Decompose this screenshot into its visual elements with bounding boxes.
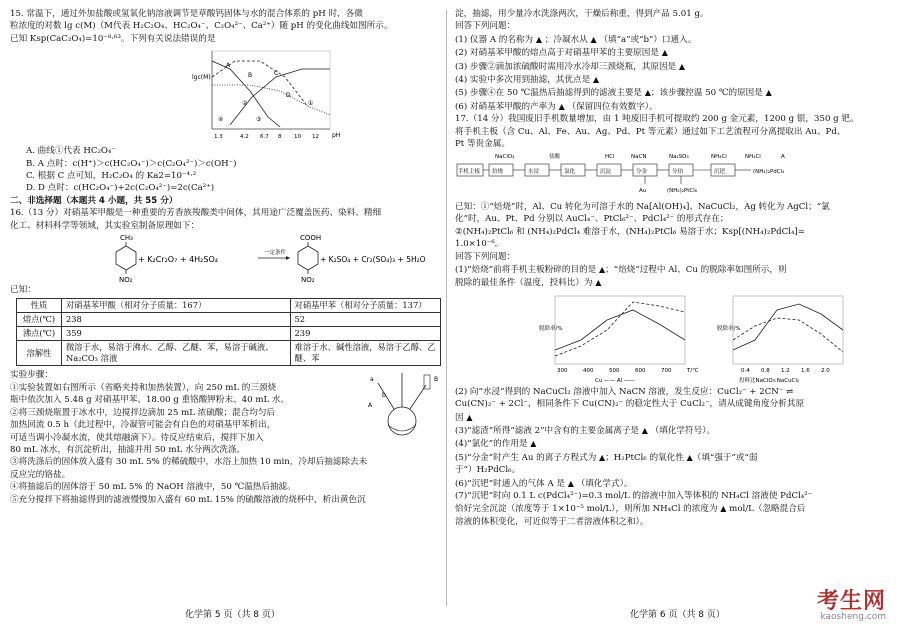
answer-blank[interactable]: ▲ — [599, 451, 606, 462]
chart-ylabel: lgc(M) — [192, 74, 211, 82]
section-2-heading: 二、非选择题（本题共 4 小题，共 55 分） — [10, 195, 178, 206]
q16-sub-6: (6) 对硝基苯甲酸的产率为 ▲ （保留四位有效数字）。 — [455, 100, 658, 112]
flow-reagent: A — [781, 154, 785, 161]
reaction-products: + K₂SO₄ + Cr₂(SO₄)₃ + 5H₂O — [320, 255, 426, 265]
chart1-xtick: 300 — [557, 367, 568, 374]
answer-blank[interactable]: ▲ — [595, 277, 602, 288]
flow-bottom-au: Au — [639, 188, 647, 195]
step-2a: ②将三颈烧瓶置于冰水中，边搅拌边滴加 25 mL 浓硫酸；混合均匀后 — [10, 407, 276, 418]
step-2b: 加热回流 0.5 h（此过程中，冷凝管可能会有白色的对硝基甲苯析出， — [10, 420, 276, 431]
left-footer: 化学第 5 页（共 8 页） — [185, 610, 280, 620]
flow-reagent: NH₄Cl — [745, 154, 761, 161]
table-cell: 52 — [290, 313, 440, 327]
flow-box: 沉淀 — [600, 169, 612, 176]
point-a: A — [226, 62, 231, 70]
condenser-icon — [378, 383, 394, 409]
flow-end-product: (NH₄)₂PdCl₄ — [753, 169, 785, 176]
answer-blank[interactable]: ▲ — [592, 74, 600, 85]
chart1-xtick: 700 — [661, 367, 672, 374]
answer-blank[interactable]: ▲ — [686, 451, 693, 462]
chart1-xlabel: T/℃ — [687, 367, 699, 374]
question-15 — [10, 8, 446, 195]
answer-blank[interactable]: ▲ — [599, 263, 606, 274]
properties-table — [16, 298, 441, 366]
q15-stem-3: 已知 Ksp(CaC₂O₄)=10⁻⁸·⁶³。下列有关说法错误的是 — [10, 33, 216, 44]
curve-label-2: ② — [242, 100, 248, 108]
tick-6: 12 — [312, 134, 319, 141]
removal-rate-charts — [455, 290, 891, 386]
benzene-ring-1 — [116, 246, 136, 270]
answer-blank[interactable]: ▲ — [720, 503, 727, 514]
app-label-b: b — [382, 392, 386, 400]
q17-sub-1a: (1)“焙烧”前将手机主板粉碎的目的是 ▲；“焙烧”过程中 Al、Cu 的脱除率如图所示，则 — [455, 263, 787, 275]
answer-blank[interactable]: ▲ — [641, 424, 648, 435]
reaction-reagents: + K₂Cr₂O₇ + 4H₂SO₄ — [138, 255, 218, 265]
answer-blank[interactable]: ▲ — [530, 438, 537, 449]
q17-sub-7b: 恰好完全沉淀（浓度等于 1×10⁻⁵ mol/L），则所加 NH₄Cl 的浓度为 ▲ mol/L（忽略混合后 — [455, 503, 806, 515]
q17-answer-prompt: 回答下列问题： — [455, 251, 516, 262]
flow-box: 分铂 — [672, 169, 684, 176]
q17-sub-2b: Cu(CN)₂⁻ + 2Cl⁻，相同条件下 Cu(CN)₂⁻ 的稳定性大于 CuCl₂⁻，请从成键角度分析其原 — [455, 399, 805, 410]
known-2b: 1.0×10⁻⁶。 — [455, 239, 504, 250]
flow-reagent: 盐酸 — [549, 154, 561, 161]
point-c: C — [274, 70, 279, 78]
app-label-a-cap: A — [368, 402, 373, 410]
step-3b: 反应完的铬盐。 — [10, 469, 71, 480]
chart2-xtick: 2.0 — [821, 367, 830, 374]
table-cell: 沸点(℃) — [17, 327, 62, 341]
benzene-ring-2 — [298, 246, 318, 270]
chart2-xtick: 0.8 — [761, 367, 770, 374]
ratio-cu-curve — [733, 304, 843, 350]
reaction-svg — [10, 232, 446, 284]
q17-sub-5d: 于”）H₂PdCl₆。 — [455, 465, 521, 476]
q16-sub-4: (4) 实验中多次用到抽滤，其优点是 ▲ — [455, 74, 600, 86]
chart1-xtick: 400 — [583, 367, 594, 374]
table-cell: 难溶于水、碱性溶液，易溶于乙醇、乙醚、苯 — [290, 341, 440, 366]
chart1-ylabel: 脱除率/% — [539, 325, 563, 332]
step-2d: 80 mL 冰水，有沉淀析出，抽滤并用 50 mL 水分两次洗涤。 — [10, 444, 246, 455]
q17-sub-4: (4)“氯化”的作用是 ▲ — [455, 438, 537, 450]
question-16-continued — [455, 8, 891, 113]
table-header: 对硝基苯甲酸（相对分子质量：167） — [62, 299, 291, 313]
q15-stem-1: 15. 常温下，通过外加盐酸或氢氧化钠溶液调节是草酸钙固体与水的混合体系的 pH 时，各微 — [10, 9, 363, 19]
reactant-no2: NO₂ — [119, 276, 133, 285]
answer-blank[interactable]: ▲ — [466, 411, 473, 422]
answer-blank[interactable]: ▲ — [535, 33, 543, 44]
q16-cont-line-1: 淀，抽滤，用少量冷水洗涤两次，干燥后称重，得到产品 5.01 g。 — [455, 9, 709, 19]
right-page — [455, 8, 891, 596]
steps-title: 实验步骤： — [10, 370, 53, 381]
flow-box: 焙烧 — [492, 169, 504, 176]
curve-3 — [230, 69, 330, 125]
q17-stem-3: Pt 等贵金属。 — [455, 139, 510, 150]
table-cell: 溶解性 — [17, 341, 62, 366]
q17-stem-1: 17.（14 分）我国废旧手机数量增加，由 1 吨废旧手机可提取约 200 g 金元素，1200 g 银，350 g 钯。 — [455, 114, 859, 125]
al-curve — [555, 302, 685, 356]
q15-chart-svg — [190, 47, 340, 143]
q16-sub-1: (1) 仪器 A 的名称为 ▲ ；冷凝水从 ▲ （填“a”或“b”）口通入。 — [455, 33, 697, 45]
flow-reagent: Na₂SO₃ — [669, 154, 689, 161]
curve-label-3: ③ — [256, 116, 262, 124]
q17-sub-7d: 溶液的体积变化，可近似等于二者溶液体积之和）。 — [455, 516, 649, 527]
step-1a: ①实验装置如右图所示（省略夹持和加热装置），向 250 mL 的三颈烧 — [10, 382, 277, 393]
process-flowchart — [455, 150, 891, 196]
answer-blank[interactable]: ▲ — [765, 87, 772, 98]
q16-sub-2: (2) 对硝基苯甲酸的熔点高于对硝基甲苯的主要原因是 ▲ — [455, 47, 668, 59]
table-row — [17, 313, 441, 327]
table-header: 性质 — [17, 299, 62, 313]
chart1-legend: Cu —— Al —— — [595, 377, 635, 384]
chart-temperature — [539, 296, 698, 384]
curve-label-1: ① — [308, 100, 314, 108]
q17-sub-7a: (7)“沉钯”时向 0.1 L c(PdCl₄²⁻)=0.3 mol/L 的溶液中加入等体积的 NH₄Cl 溶液使 PdCl₄²⁻ — [455, 490, 813, 501]
flow-box: 水浸 — [528, 169, 540, 176]
point-d: D — [286, 92, 291, 100]
answer-blank[interactable]: ▲ — [590, 33, 597, 44]
chart2-xtick: 0.4 — [741, 367, 750, 374]
answer-blank[interactable]: ▲ — [661, 47, 668, 58]
known-1b: 化”时，Au、Pt、Pd 分别以 AuCl₄⁻、PtCl₆²⁻、PdCl₄²⁻ 的形式存在； — [455, 214, 729, 225]
chart2-xlabel: 投料比NaClO₃:NaCuCl₂ — [739, 377, 800, 384]
table-cell: 359 — [62, 327, 291, 341]
table-cell: 微溶于水，易溶于沸水、乙醇、乙醚、苯，易溶于碱液、Na₂CO₃ 溶液 — [62, 341, 291, 366]
flow-box: 沉钯 — [714, 169, 726, 176]
table-cell: 239 — [290, 327, 440, 341]
product-no2: NO₂ — [301, 276, 315, 285]
tick-2: 4.2 — [240, 134, 249, 141]
right-footer: 化学第 6 页（共 8 页） — [630, 610, 725, 620]
q17-charts — [455, 290, 891, 386]
flow-box: 手机主板 — [458, 169, 481, 176]
flow-reagent: NaCN — [631, 154, 647, 161]
table-header-row — [17, 299, 441, 313]
q17-sub-1c: 脱除的最佳条件（温度，投料比）为 ▲ — [455, 277, 602, 289]
q17-sub-5: (5)“分金”时产生 Au 的离子方程式为 ▲；H₂PtCl₆ 的氧化性 ▲（填“强于”或“弱 — [455, 451, 758, 463]
table-row — [17, 327, 441, 341]
step-4: ④将抽滤后的固体溶于 50 mL 5% 的 NaOH 溶液中，50 ℃温热后抽滤。 — [10, 482, 296, 493]
chart-ratio — [717, 296, 843, 384]
q17-sub-2c: 因 ▲ — [455, 411, 473, 423]
known-2a: ②(NH₄)₂PtCl₆ 和 (NH₄)₂PdCl₄ 难溶于水，(NH₄)₂PtCl₆ 易溶于水；Ksp[(NH₄)₂PdCl₄]= — [455, 226, 805, 237]
question-16 — [10, 207, 446, 506]
chart1-xtick: 600 — [635, 367, 646, 374]
tick-1: 1.3 — [214, 134, 223, 141]
flow-reagent: HCl — [605, 154, 615, 161]
flow-reagent: NH₄Cl — [711, 154, 727, 161]
q16-stem-1: 16.（13 分）对硝基苯甲酸是一种重要的芳香族羧酸类中间体，其用途广泛覆盖医药、染料、精细 — [10, 208, 382, 219]
tick-4: 8 — [278, 134, 282, 141]
table-row — [17, 341, 441, 366]
q15-option-c: C. 根据 C 点可知，H₂C₂O₄ 的 Ka2=10⁻⁴·² — [26, 171, 197, 182]
answer-blank[interactable]: ▲ — [567, 477, 574, 488]
flow-bottom-pt: (NH₄)₂PtCl₆ — [667, 188, 697, 195]
flow-box: 分金 — [636, 169, 648, 176]
chart2-ylabel: 脱除率/% — [717, 325, 741, 332]
watermark-logo — [817, 584, 886, 622]
q17-stem-2: 将手机主板（含 Cu、Al、Fe、Au、Ag、Pd、Pt 等元素）通过如下工艺流程可分离提取出 Au、Pd、 — [455, 126, 846, 137]
table-cell: 238 — [62, 313, 291, 327]
watermark-text: 考生网 — [816, 589, 886, 614]
point-b: B — [248, 72, 253, 80]
q16-sub-3: (3) 步骤②滴加浓硫酸时需用冷水冷却三颈烧瓶，其原因是 ▲ — [455, 60, 686, 72]
chart2-xtick: 1.6 — [801, 367, 810, 374]
table-cell: 熔点(℃) — [17, 313, 62, 327]
question-17 — [455, 113, 891, 528]
q16-answer-prompt: 回答下列问题： — [455, 21, 516, 32]
ratio-al-curve — [733, 318, 843, 352]
answer-blank[interactable]: ▲ — [558, 100, 565, 111]
chart-xlabel: pH — [332, 132, 340, 140]
step-2c: 可适当调小冷凝水流，使其熔融滴下）。待反应结束后，搅拌下加入 — [10, 432, 264, 443]
flow-reagent: NaClO₃ — [495, 154, 515, 161]
q17-sub-6: (6)“沉钯”时通入的气体 A 是 ▲ （填化学式）。 — [455, 477, 633, 489]
known-label: 已知： — [10, 285, 36, 296]
answer-blank[interactable]: ▲ — [678, 60, 686, 71]
table-header: 对硝基甲苯（相对分子质量：137） — [290, 299, 440, 313]
reactant-ch3: CH₃ — [120, 234, 133, 243]
q15-option-d: D. D 点时：c(HC₂O₄⁻)+2c(C₂O₄²⁻)=2c(Ca²⁺) — [26, 183, 215, 194]
q16-sub-5: (5) 步骤④在 50 ℃温热后抽滤得到的滤液主要是 ▲；该步骤控温 50 ℃的原因是 ▲ — [455, 87, 772, 99]
product-cooh: COOH — [300, 234, 322, 243]
q15-chart — [190, 47, 446, 143]
apparatus-diagram — [364, 367, 446, 441]
step-5: ⑤充分搅拌下将抽滤得到的滤液慢慢加入盛有 60 mL 15% 的硫酸溶液的烧杯中，析出黄色沉 — [10, 494, 366, 505]
step-1b: 瓶中依次加入 5.48 g 对硝基甲苯、18.00 g 重铬酸钾粉末、40 mL 水。 — [10, 395, 290, 406]
q17-sub-3: (3)“滤渣”所得“滤液 2”中含有的主要金属离子是 ▲ （填化学符号）。 — [455, 424, 716, 436]
known-1a: 已知：①“焙烧”时，Al、Cu 转化为可溶于水的 Na[Al(OH)₄]、NaCuCl₂，Ag 转化为 AgCl；“氯 — [455, 201, 830, 212]
q16-reaction — [10, 232, 446, 284]
reaction-condition: 一定条件 — [264, 250, 287, 257]
app-label-b-cap: B — [434, 376, 439, 384]
tick-3: 6.7 — [260, 134, 269, 141]
answer-blank[interactable]: ▲ — [644, 87, 651, 98]
step-3a: ③将洗涤后的固体放入盛有 30 mL 5% 的稀硫酸中，水浴上加热 10 min，冷却后抽滤除去未 — [10, 457, 368, 468]
watermark-url: kaosheng.com — [820, 612, 886, 622]
app-label-a: a — [370, 376, 374, 384]
chart2-xtick: 1.2 — [781, 367, 790, 374]
q17-sub-2a: (2) 向“水浸”得到的 NaCuCl₂ 溶液中加入 NaCN 溶液，发生反应：CuCl₂⁻ + 2CN⁻ ⇌ — [455, 386, 794, 397]
q15-stem-2: 粒浓度的对数 lg c(M)（M代表 H₂C₂O₄、HC₂O₄⁻、C₂O₄²⁻、Ca²⁺）随 pH 的变化曲线如图所示。 — [10, 21, 393, 32]
tick-5: 10 — [294, 134, 301, 141]
page-divider — [446, 10, 447, 606]
chart1-xtick: 500 — [609, 367, 620, 374]
q15-option-b: B. A 点时：c(H⁺)＞c(HC₂O₄⁻)＞c(C₂O₄²⁻)＞c(OH⁻) — [26, 158, 237, 169]
q15-option-a: A. 曲线①代表 HC₂O₄⁻ — [26, 146, 116, 157]
left-page — [10, 8, 446, 596]
flow-box: 氯化 — [564, 169, 576, 176]
curve-label-4: ④ — [218, 116, 224, 124]
q16-stem-2: 化工、材料科学等领域，其实验室制备原理如下： — [10, 220, 200, 231]
